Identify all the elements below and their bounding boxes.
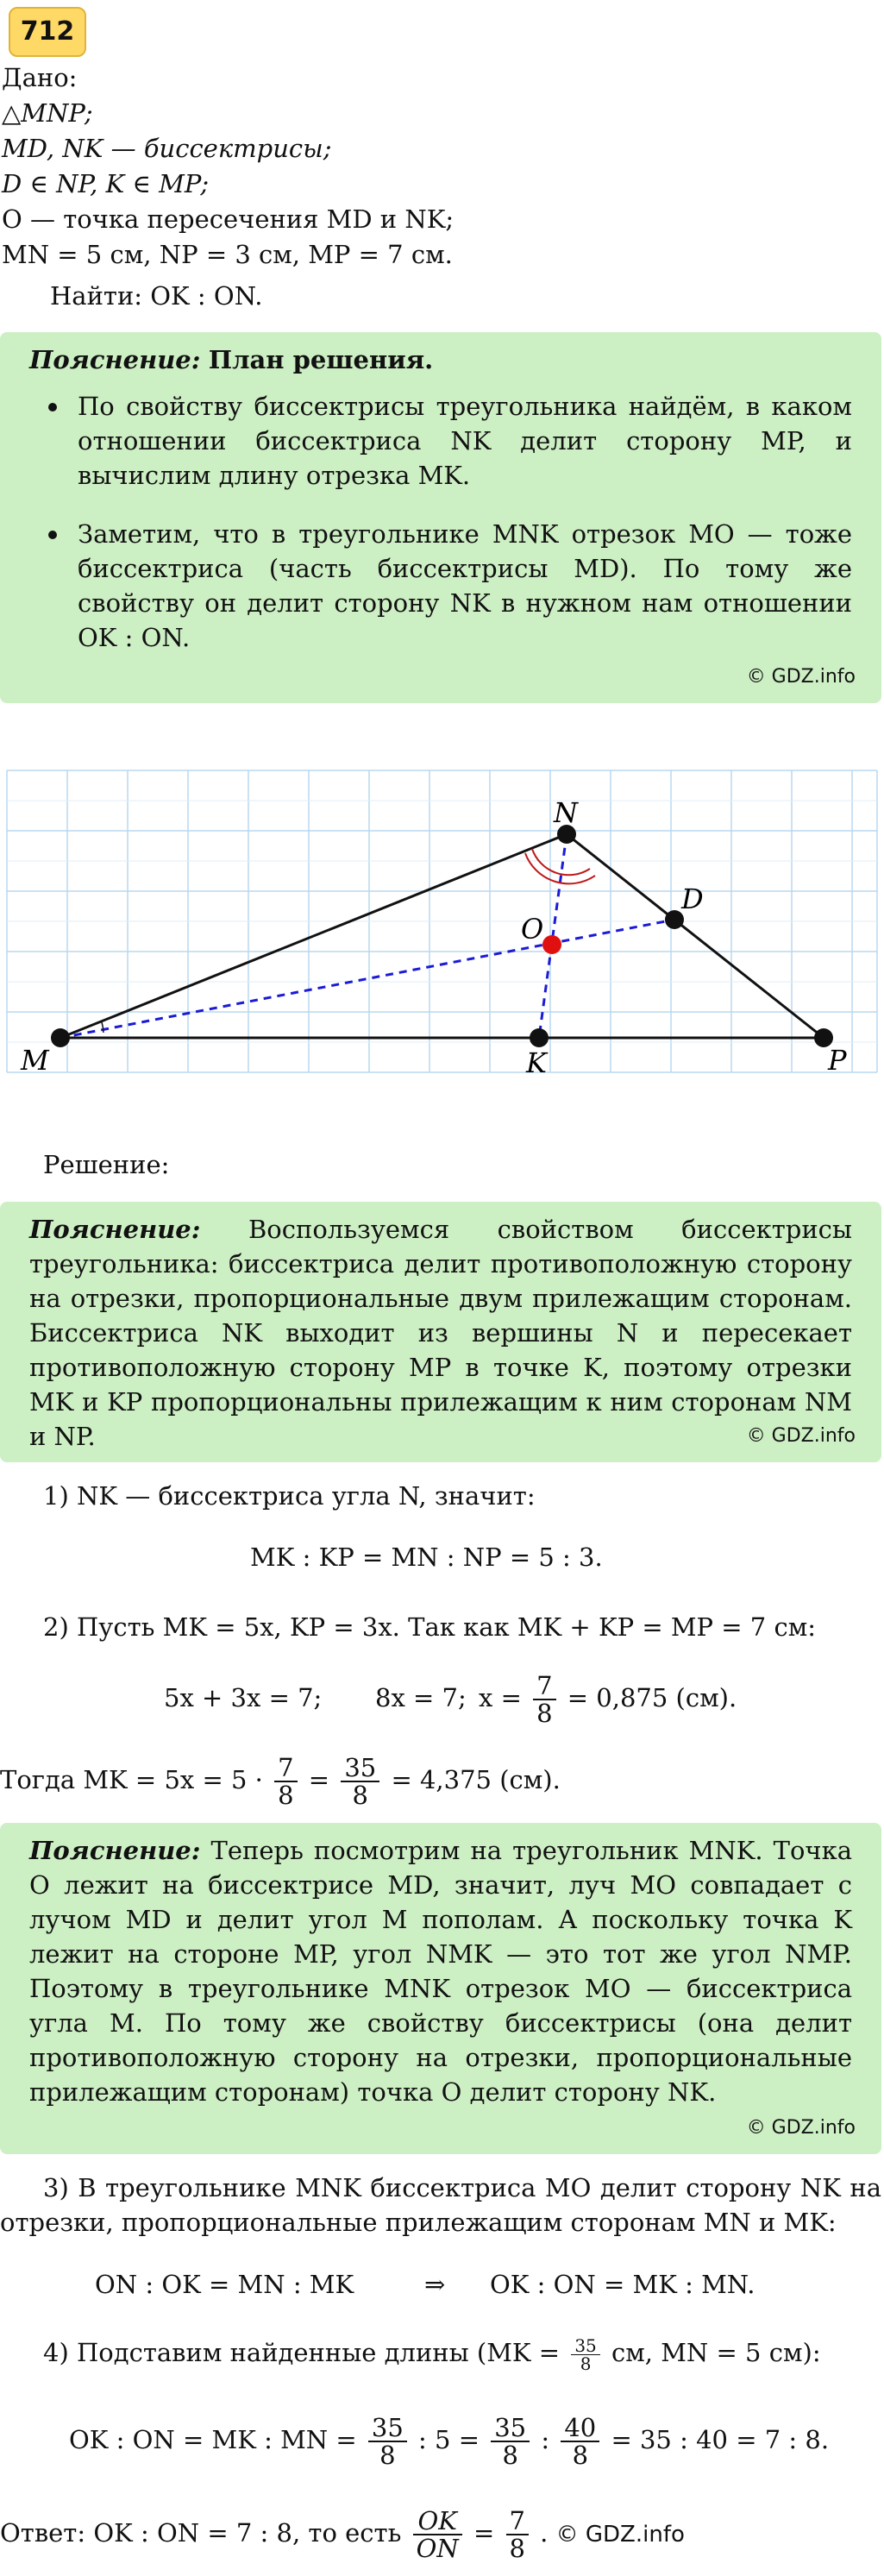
given-line: O — точка пересечения MD и NK; (2, 204, 455, 234)
step2-formula-a: 5x + 3x = 7; (164, 1683, 323, 1712)
answer-text: Ответ: OK : ON = 7 : 8, то есть (0, 2518, 402, 2548)
step2-formula-c (479, 1656, 737, 1739)
numerator: 35 (368, 2415, 407, 2442)
step1-text: 1) NK — биссектриса угла N, значит: (43, 1481, 536, 1511)
explain-box-1 (0, 1202, 881, 1462)
formula-part: = (473, 2518, 495, 2548)
step3-formula-right: OK : ON = MK : MN. (490, 2270, 755, 2299)
step4-formula (69, 2398, 829, 2481)
fraction (341, 1755, 379, 1808)
text-part: 4) Подставим найденные длины (MK = (43, 2338, 561, 2367)
denominator: 8 (379, 2441, 396, 2470)
fraction (368, 2415, 407, 2468)
formula-part: = 4,375 (см). (391, 1765, 561, 1794)
denominator: 8 (572, 2441, 589, 2470)
denominator: 8 (502, 2441, 518, 2470)
denominator: 8 (278, 1781, 294, 1810)
denominator: 8 (509, 2534, 525, 2563)
fraction (491, 2415, 530, 2468)
formula-part: = 35 : 40 = 7 : 8. (611, 2425, 830, 2454)
label-o: O (521, 913, 544, 946)
given-line: MN = 5 см, NP = 3 см, MP = 7 см. (2, 240, 453, 269)
bisector-md (60, 920, 674, 1038)
plan-bullet: Заметим, что в треугольнике MNK отрезок MO — тоже биссектриса (часть биссектрисы MD). По тому же свойству он делит сторону NK в нужном нам отношении OK : ON. (29, 517, 852, 655)
step1-formula: MK : KP = MN : NP = 5 : 3. (250, 1542, 603, 1572)
explain-title: Пояснение: (29, 1836, 201, 1865)
formula-part: OK : ON = MK : MN = (69, 2425, 357, 2454)
copyright: © GDZ.info (746, 1425, 856, 1447)
given-block (2, 60, 454, 273)
step2-then (0, 1738, 561, 1821)
triangle-figure (0, 763, 884, 1087)
numerator: 7 (533, 1673, 555, 1700)
find-line: Найти: OK : ON. (50, 281, 263, 311)
label-k: K (526, 1046, 547, 1079)
copyright: © GDZ.info (555, 2522, 685, 2548)
given-line: D ∈ NP, K ∈ MP; (2, 169, 210, 198)
denominator: 8 (580, 2353, 592, 2374)
fraction (506, 2508, 529, 2561)
numerator: 35 (341, 1755, 379, 1782)
point-o (542, 935, 561, 954)
explain-text: Воспользуемся свойством биссектрисы треугольника: биссектриса делит противоположную сторону на отрезки, пропорциональные двум прилежащим сторонам. Биссектриса NK выходит из вершины N и пересекает противоположную сторону MP в точке K, поэтому отрезки MK и KP пропорциональны прилежащим к ним сторонам NM и NP. (29, 1215, 853, 1451)
step2-formula-b: 8x = 7; (375, 1683, 467, 1712)
step3-formula-left: ON : OK = MN : MK (95, 2270, 354, 2299)
label-d: D (681, 883, 704, 915)
explain-text: Теперь посмотрим на треугольник MNK. Точка O лежит на биссектрисе MD, значит, луч MO совпадает с лучом MD и делит угол M пополам. А поскольку точка K лежит на стороне MP, угол NMK — это тот же угол NMP. Поэтому в треугольнике MNK отрезок MO — биссектриса угла M. По тому же свойству биссектрисы (она делит противоположную сторону на отрезки, пропорциональные прилежащим сторонам) точка O делит сторону NK. (29, 1836, 853, 2107)
text-part: см, MN = 5 см): (611, 2338, 821, 2367)
numerator: 7 (274, 1755, 297, 1782)
explain-title: Пояснение: (29, 1215, 201, 1244)
point-k (530, 1028, 549, 1047)
formula-part: = (308, 1765, 330, 1794)
problem-number: 712 (9, 7, 86, 57)
fraction (571, 2334, 599, 2374)
answer-line (0, 2491, 685, 2576)
plan-title-bold: План решения. (208, 345, 434, 374)
denominator: 8 (536, 1699, 553, 1728)
formula-part: . (540, 2518, 549, 2548)
fraction (533, 1673, 555, 1726)
denominator: ON (416, 2534, 459, 2563)
numerator: 35 (491, 2415, 530, 2442)
plan-title-italic: Пояснение: (29, 345, 201, 374)
copyright: © GDZ.info (746, 2117, 856, 2139)
label-m: M (21, 1044, 49, 1077)
label-n: N (554, 796, 578, 829)
step3-text: 3) В треугольнике MNK биссектриса MO делит сторону NK на отрезки, пропорциональные прилежащим сторонам MN и MK: (0, 2173, 881, 2237)
given-line: MD, NK — биссектрисы; (2, 134, 332, 163)
numerator: 35 (571, 2337, 599, 2355)
step2-text: 2) Пусть MK = 5x, KP = 3x. Так как MK + KP = MP = 7 см: (43, 1612, 817, 1642)
step3-arrow: ⇒ (424, 2270, 446, 2299)
numerator: 7 (506, 2508, 529, 2535)
formula-part: : (541, 2425, 550, 2454)
point-m (51, 1028, 70, 1047)
formula-part: = 0,875 (см). (567, 1683, 737, 1712)
numerator: OK (413, 2508, 462, 2535)
plan-box (0, 332, 881, 703)
triangle-mnp (60, 834, 824, 1038)
explain-box-2 (0, 1823, 881, 2154)
numerator: 40 (561, 2415, 599, 2442)
formula-part: Тогда MK = 5x = 5 · (0, 1765, 263, 1794)
copyright: © GDZ.info (746, 666, 856, 688)
given-label: Дано: (2, 63, 78, 92)
label-p: P (828, 1044, 847, 1077)
plan-bullet: По свойству биссектрисы треугольника найдём, в каком отношении биссектриса NK делит сторону MP, и вычислим длину отрезка MK. (29, 389, 852, 493)
fraction (274, 1755, 297, 1808)
denominator: 8 (352, 1781, 368, 1810)
fraction (413, 2508, 462, 2561)
step4-text (43, 2327, 821, 2378)
solution-label: Решение: (43, 1150, 170, 1179)
fraction (561, 2415, 599, 2468)
given-line: △MNP; (2, 98, 93, 128)
formula-part: : 5 = (418, 2425, 480, 2454)
formula-part: x = (479, 1683, 522, 1712)
